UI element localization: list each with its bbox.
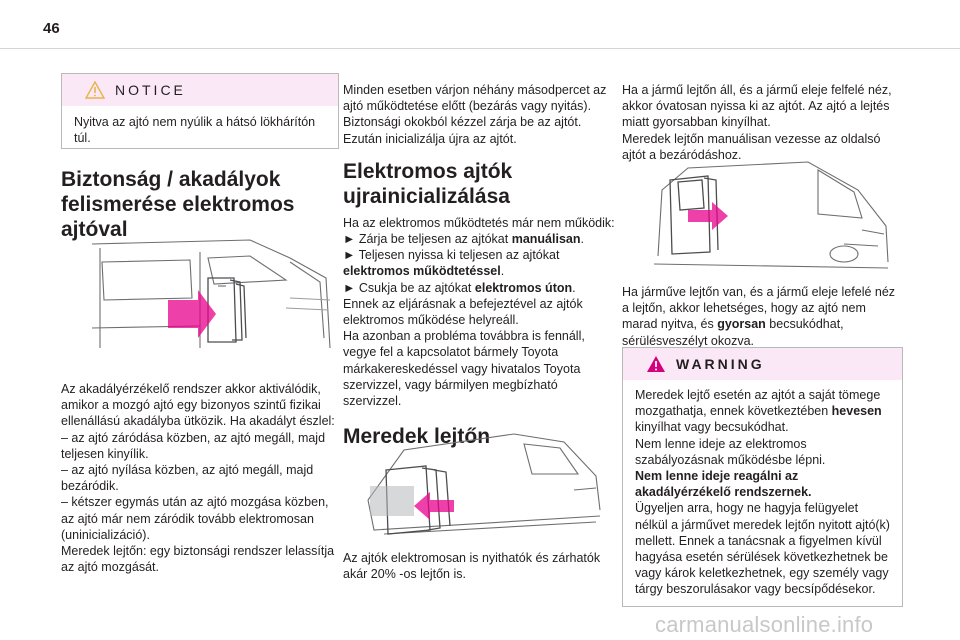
- step-bold: elektromos működtetéssel: [343, 264, 501, 279]
- section1-paragraph: Az akadályérzékelő rendszer akkor aktiválódik, amikor a mozgó ajtó egy bizonyos szintű fizikai ellenállású akadályba ütközik. Ha akadályt észlel:: [61, 382, 335, 429]
- slope-paragraph-3: [622, 284, 904, 349]
- step-text: ► Csukja be az ajtókat: [343, 280, 475, 295]
- section2-heading-line: ujrainicializálása: [343, 184, 510, 208]
- reinit-step-2: [343, 247, 615, 279]
- step-text: .: [572, 280, 576, 295]
- notice-header: [62, 74, 338, 106]
- warning-line-3: Nem lenne ideje reagálni az akadályérzékelő rendszernek.: [635, 469, 812, 500]
- column-2: [343, 82, 615, 449]
- slope-door-illustration-2: [648, 160, 894, 272]
- section2-heading-line: Elektromos ajtók: [343, 159, 513, 183]
- slope-paragraph-3-text: [622, 284, 904, 349]
- warning-text: [623, 380, 902, 598]
- watermark: carmanualsonline.info: [655, 612, 874, 637]
- section1-paragraph: – kétszer egymás után az ajtó mozgása közben, az ajtó már nem záródik tovább elektromosan (uninicializáció).: [61, 495, 329, 542]
- notice-title: NOTICE: [115, 82, 186, 98]
- warning-line-4: Ügyeljen arra, hogy ne hagyja felügyelet nélkül a járművet meredek lejtőn nyitott ajtó(k) mellett. Ennek a tanácsnak a figyelmen kívül hagyása esetén sérülések következhetnek be vagy károk keletkezhetnek, egy személy vagy tárgy beszorulásakor vagy becsípődésekor.: [635, 501, 890, 597]
- section1-body: [61, 381, 341, 575]
- step-text: .: [580, 232, 584, 247]
- warning-triangle-icon: [646, 355, 666, 373]
- step-bold: elektromos úton: [474, 280, 573, 295]
- step-text: .: [500, 264, 505, 279]
- warning-title: WARNING: [676, 356, 765, 372]
- para-bold: gyorsan: [717, 317, 766, 332]
- notice-box: [61, 73, 339, 149]
- step-bold: manuálisan: [511, 232, 581, 247]
- intro-paragraph: Minden esetben várjon néhány másodpercet az ajtó működtetése előtt (bezárás vagy nyitás). Biztonsági okokból kézzel zárja be az ajtót. Ezután inicializálja újra az ajtót.: [343, 83, 607, 146]
- notice-text: Nyitva az ajtó nem nyúlik a hátsó lökhárítón túl.: [74, 115, 316, 146]
- section1-heading: [61, 167, 341, 242]
- step-text: ► Teljesen nyissa ki teljesen az ajtókat: [343, 248, 560, 263]
- reinit-result: Ennek az eljárásnak a befejeztével az ajtók elektromos működése helyreáll.: [343, 296, 583, 328]
- warning-bold: hevesen: [831, 404, 882, 419]
- caution-triangle-icon: [85, 81, 105, 99]
- slope-caption: Az ajtók elektromosan is nyithatók és zárhatók akár 20% -os lejtőn is.: [343, 551, 601, 582]
- warning-header: [623, 348, 902, 380]
- warning-box: [622, 347, 903, 607]
- section1-heading-line: felismerése elektromos: [61, 193, 295, 216]
- para-text: Ha járműve lejtőn van, és a jármű eleje lefelé néz a lejtőn, akkor lehetséges, hogy az ajtó nem marad nyitva, és: [622, 285, 896, 332]
- door-obstacle-illustration: [90, 238, 336, 354]
- warning-line-1: [635, 387, 890, 436]
- reinit-step-1: [343, 231, 615, 247]
- top-divider: [0, 48, 960, 49]
- section1-paragraph: Meredek lejtőn: egy biztonsági rendszer lelassítja az ajtó mozgását.: [61, 544, 335, 575]
- page-number: 46: [43, 20, 60, 37]
- slope-door-illustration-1: [364, 430, 604, 538]
- step-text: ► Zárja be teljesen az ajtókat: [343, 232, 512, 247]
- slope-paragraph-2: Meredek lejtőn manuálisan vezesse az oldalsó ajtót a bezáródáshoz.: [622, 131, 881, 162]
- section1-heading-line: Biztonság / akadályok: [61, 168, 281, 191]
- reinit-step-3: [343, 280, 615, 296]
- para-text: becsukódhat, sérülésveszélyt okozva.: [622, 317, 844, 348]
- section1-paragraph: – az ajtó nyílása közben, az ajtó megáll, majd bezáródik.: [61, 463, 314, 494]
- section1-heading-line: ajtóval: [61, 218, 128, 241]
- section3-heading: Meredek lejtőn: [343, 425, 491, 449]
- reinit-intro: Ha az elektromos működtetés már nem működik:: [343, 215, 615, 230]
- warning-text-span: kinyílhat vagy becsukódhat.: [635, 420, 789, 435]
- column-3-top: [622, 82, 904, 163]
- warning-line-2: Nem lenne ideje az elektromos szabályozásnak működésbe lépni.: [635, 436, 826, 467]
- slope-paragraph-1: Ha a jármű lejtőn áll, és a jármű eleje felfelé néz, akkor óvatosan nyissa ki az ajtót. Az ajtó a lejtés miatt gyorsabban kinyílhat.: [622, 83, 892, 130]
- reinit-contact: Ha azonban a probléma továbbra is fennáll, vegye fel a kapcsolatot bármely Toyota márkakereskedéssel vagy hivatalos Toyota szervizzel, vagy bármilyen megbízható szervizzel.: [343, 329, 585, 409]
- section1-paragraph: – az ajtó záródása közben, az ajtó megáll, majd teljesen kinyílik.: [61, 430, 326, 461]
- warning-text-span: Meredek lejtő esetén az ajtót a saját tömege mozgathatja, ennek következtében: [635, 388, 881, 419]
